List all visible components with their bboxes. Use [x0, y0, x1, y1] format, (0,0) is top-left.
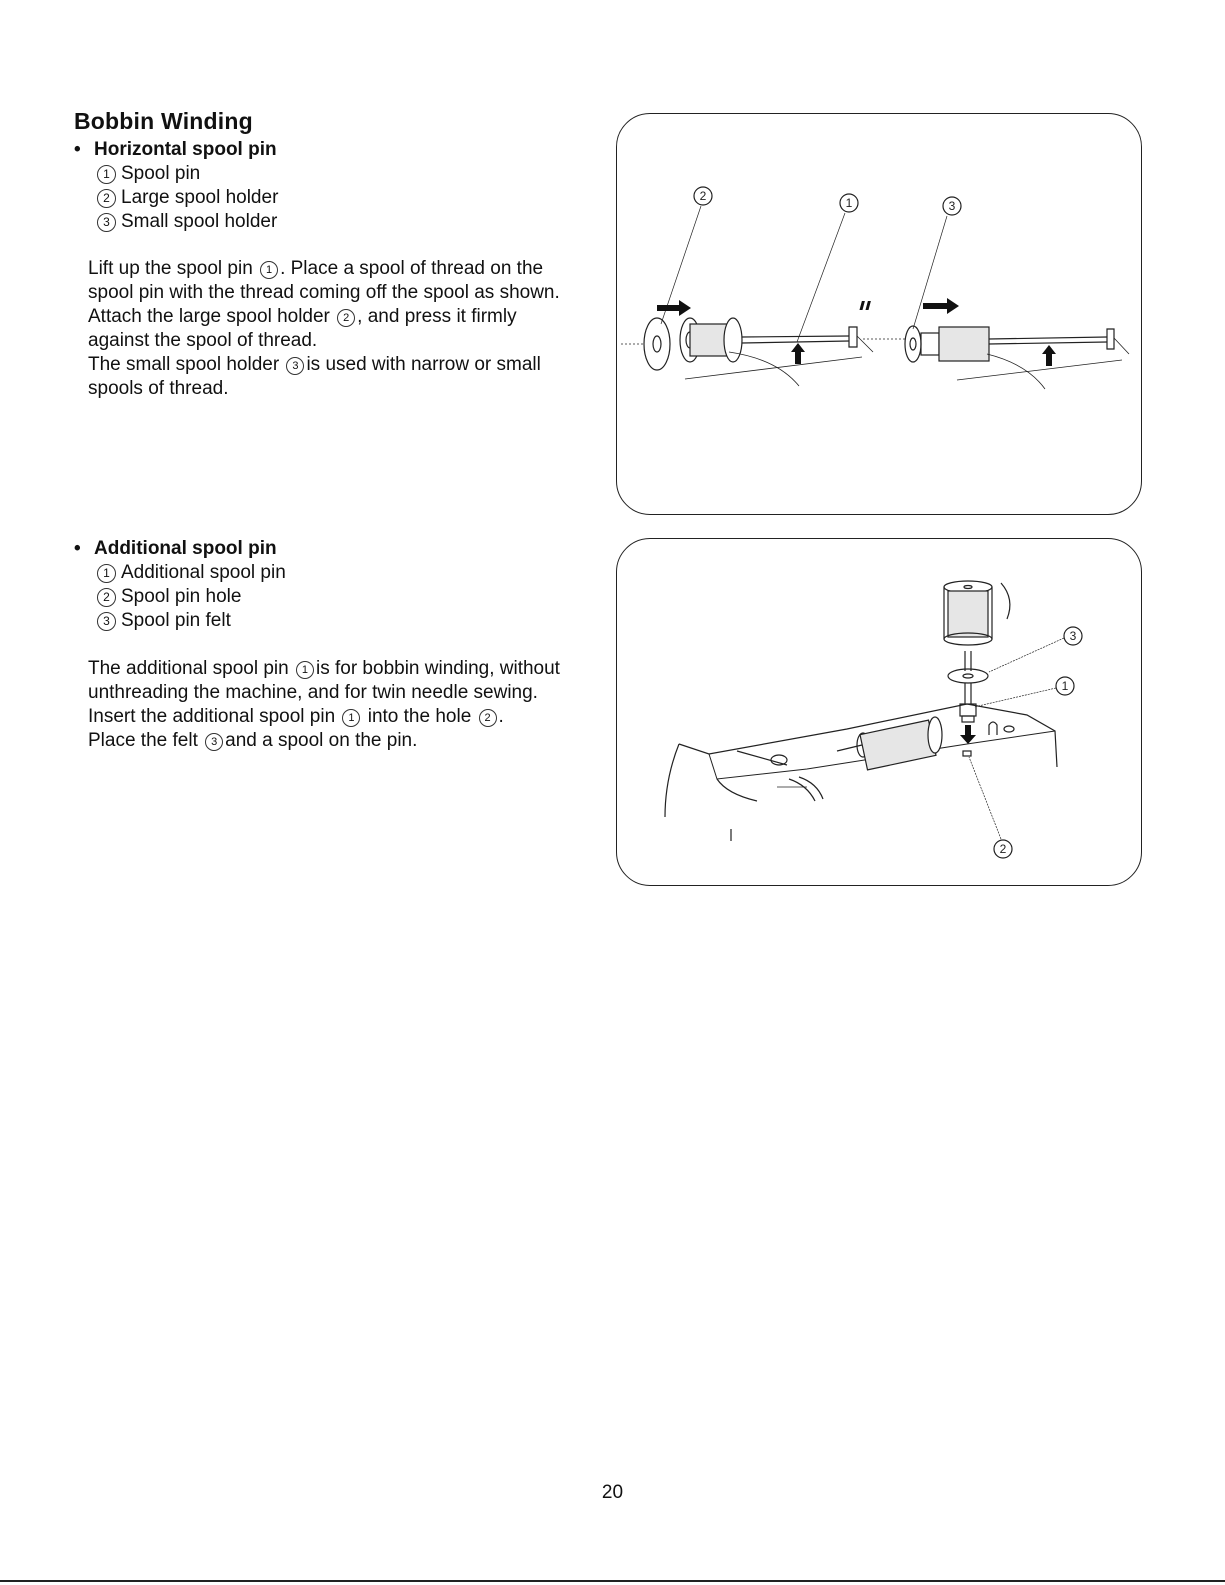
text-line	[88, 305, 593, 329]
holder-hub	[910, 338, 916, 350]
text-line	[88, 257, 593, 281]
callout-label: 1	[1061, 679, 1069, 693]
text-fragment: The small spool holder	[88, 354, 285, 375]
legend-item	[97, 210, 278, 234]
legend-item	[97, 186, 278, 210]
instructions-horizontal-spool-pin	[88, 257, 593, 401]
down-arrow-icon	[960, 725, 976, 744]
text-fragment: Place the felt	[88, 730, 204, 751]
machine-side	[717, 779, 757, 801]
spool-pin	[742, 341, 849, 343]
callout-number: 2	[337, 309, 355, 327]
pin-bracket	[849, 327, 857, 347]
thread-spool	[948, 591, 988, 637]
leader-line	[969, 757, 1001, 839]
section-heading-additional-spool-pin	[74, 538, 277, 560]
machine-edge	[957, 360, 1122, 380]
text-fragment: Attach the large spool holder	[88, 306, 336, 327]
thread	[987, 354, 1045, 389]
legend-item	[97, 162, 278, 186]
page-number: 20	[601, 1482, 624, 1503]
holder-hub	[653, 336, 661, 352]
callout-number: 1	[97, 564, 116, 583]
callout-number: 3	[97, 612, 116, 631]
text-line: spool pin with the thread coming off the spool as shown.	[88, 282, 560, 303]
right-arrow-icon	[657, 300, 691, 316]
machine-edge	[685, 357, 862, 379]
page-title: Bobbin Winding	[74, 108, 253, 134]
leader-line	[989, 638, 1064, 672]
bobbin-winder-arm	[737, 751, 787, 765]
section-heading-text: Horizontal spool pin	[94, 139, 277, 160]
small-spool-holder	[905, 326, 921, 362]
up-arrow-icon	[1042, 345, 1056, 366]
callout-number: 3	[286, 357, 304, 375]
legend-label: Spool pin hole	[121, 586, 242, 607]
callout-label: 2	[999, 842, 1007, 856]
text-fragment: The additional spool pin	[88, 658, 294, 679]
text-fragment: . Place a spool of thread on the	[280, 258, 544, 279]
machine-edge	[799, 777, 823, 799]
figure-additional-spool-pin	[616, 538, 1142, 886]
callout-number: 2	[97, 588, 116, 607]
spool-hole	[964, 586, 972, 589]
pin-base	[962, 716, 974, 722]
text-fragment: is used with narrow or small	[306, 354, 541, 375]
large-spool-holder	[644, 318, 670, 370]
spool-end	[724, 318, 742, 362]
legend-label: Spool pin	[121, 163, 201, 184]
text-fragment: Insert the additional spool pin	[88, 706, 341, 727]
legend-additional-spool-pin	[97, 561, 286, 633]
motion-mark	[865, 301, 870, 310]
motion-mark	[859, 301, 864, 310]
text-line: against the spool of thread.	[88, 330, 318, 351]
bottom-rule	[0, 1580, 1225, 1582]
thread-guide	[989, 722, 997, 735]
text-line	[88, 657, 593, 681]
spool-pin	[989, 337, 1107, 339]
callout-number: 3	[205, 733, 223, 751]
up-arrow-icon	[791, 343, 805, 364]
spool-pin-felt	[948, 669, 988, 683]
text-line	[88, 353, 593, 377]
text-line	[88, 729, 593, 753]
thread-spool	[939, 327, 989, 361]
callout-label: 3	[1069, 629, 1077, 643]
text-line	[88, 705, 593, 729]
leader-line	[974, 688, 1056, 707]
text-line: unthreading the machine, and for twin needle sewing.	[88, 682, 538, 703]
callout-number: 1	[296, 661, 314, 679]
callout-number: 1	[260, 261, 278, 279]
callout-label: 3	[948, 199, 956, 213]
callout-number: 2	[97, 189, 116, 208]
leader-line	[797, 213, 845, 342]
callout-label: 1	[845, 196, 853, 210]
bullet: •	[74, 139, 81, 160]
text-fragment: , and press it firmly	[357, 306, 517, 327]
thread	[1001, 583, 1010, 619]
instructions-additional-spool-pin	[88, 657, 593, 753]
illustration-additional-spool-pin	[617, 539, 1141, 885]
text-fragment: and a spool on the pin.	[225, 730, 418, 751]
machine-side	[665, 744, 679, 817]
legend-item	[97, 609, 286, 633]
machine-edge	[857, 336, 873, 352]
holder-collar	[921, 333, 939, 355]
bullet: •	[74, 538, 81, 559]
section-heading-text: Additional spool pin	[94, 538, 277, 559]
callout-number: 3	[97, 213, 116, 232]
legend-horizontal-spool-pin	[97, 162, 278, 234]
felt-hole	[963, 674, 973, 678]
text-fragment: Lift up the spool pin	[88, 258, 259, 279]
pin-bracket	[1107, 329, 1114, 349]
illustration-horizontal-spool-pin	[617, 114, 1141, 514]
legend-label: Spool pin felt	[121, 610, 231, 631]
callout-number: 2	[479, 709, 497, 727]
thread-guide	[1004, 726, 1014, 732]
legend-label: Additional spool pin	[121, 562, 286, 583]
text-line: spools of thread.	[88, 378, 229, 399]
spool-pin-hole	[963, 751, 971, 756]
legend-label: Large spool holder	[121, 187, 279, 208]
figure-horizontal-spool-pin	[616, 113, 1142, 515]
leader-line	[913, 216, 947, 329]
text-fragment: .	[498, 706, 504, 727]
spool-pin	[989, 342, 1107, 344]
thread-spool	[860, 720, 936, 770]
legend-item	[97, 561, 286, 585]
legend-item	[97, 585, 286, 609]
machine-edge	[1114, 338, 1129, 354]
right-arrow-icon	[923, 298, 959, 314]
machine-edge	[789, 779, 815, 801]
text-fragment: is for bobbin winding, without	[315, 658, 560, 679]
callout-number: 1	[97, 165, 116, 184]
spool-end	[928, 717, 942, 753]
callout-label: 2	[699, 189, 707, 203]
section-heading-horizontal-spool-pin	[74, 139, 277, 161]
spool-pin	[742, 336, 849, 337]
callout-number: 1	[342, 709, 360, 727]
legend-label: Small spool holder	[121, 211, 278, 232]
bobbin-winder	[771, 755, 787, 765]
text-fragment: into the hole	[362, 706, 477, 727]
spool-pin	[837, 745, 862, 751]
